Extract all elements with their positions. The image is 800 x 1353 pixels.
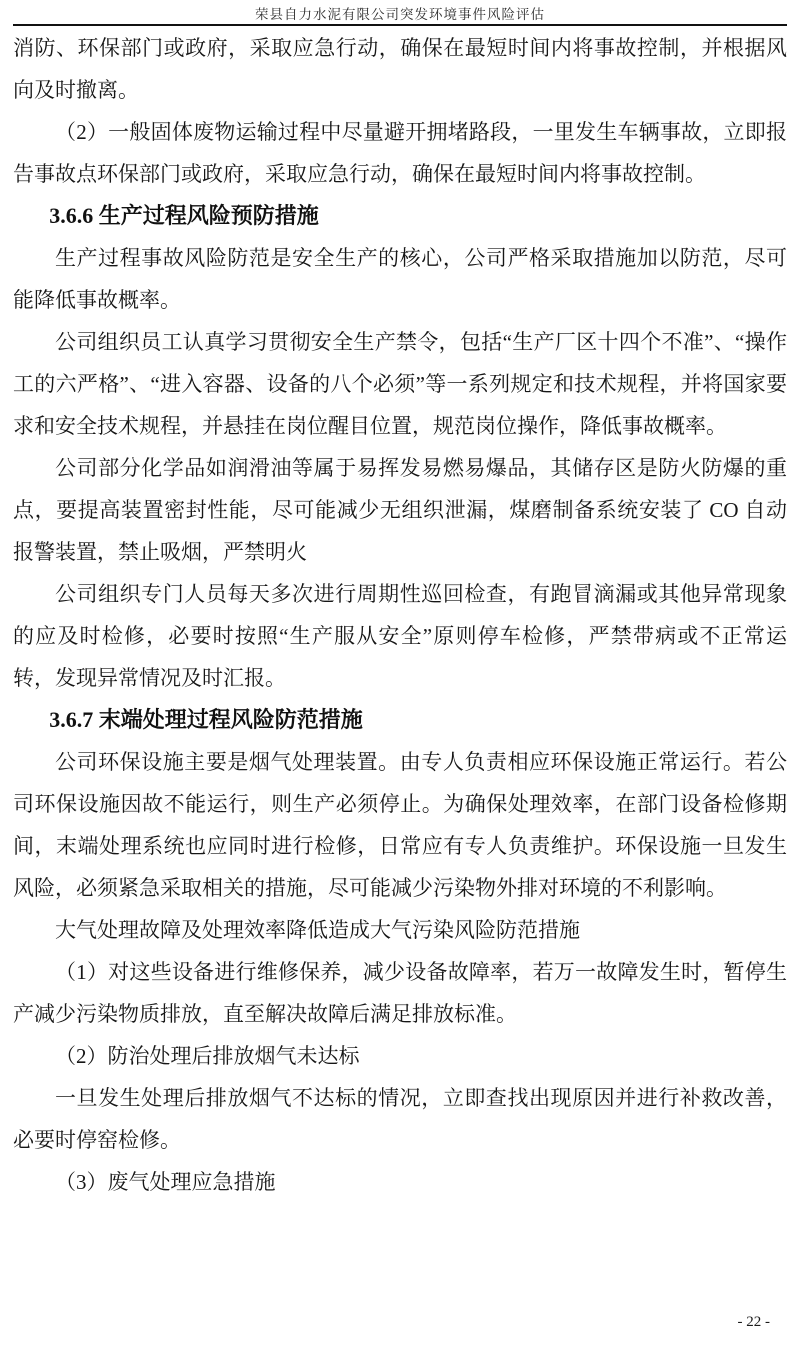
page-number: - 22 - (737, 1314, 770, 1330)
paragraph: 公司部分化学品如润滑油等属于易挥发易燃易爆品，其储存区是防火防爆的重点，要提高装置密封性能，尽可能减少无组织泄漏，煤磨制备系统安装了 CO 自动报警装置，禁止吸烟，严禁明火 (13, 456, 787, 564)
header-title: 荣县自力水泥有限公司突发环境事件风险评估 (255, 7, 545, 22)
paragraph: 大气处理故障及处理效率降低造成大气污染风险防范措施 (55, 918, 580, 942)
document-body (13, 26, 787, 1203)
paragraph: 消防、环保部门或政府，采取应急行动，确保在最短时间内将事故控制，并根据风向及时撤离。 (13, 36, 787, 102)
paragraph: 生产过程事故风险防范是安全生产的核心，公司严格采取措施加以防范，尽可能降低事故概率。 (13, 246, 787, 312)
paragraph: （3）废气处理应急措施 (55, 1170, 276, 1194)
paragraph: 公司组织专门人员每天多次进行周期性巡回检查，有跑冒滴漏或其他异常现象的应及时检修，必要时按照“生产服从安全”原则停车检修，严禁带病或不正常运转，发现异常情况及时汇报。 (13, 582, 787, 690)
paragraph: 公司组织员工认真学习贯彻安全生产禁令，包括“生产厂区十四个不准”、“操作工的六严格”、“进入容器、设备的八个必须”等一系列规定和技术规程，并将国家要求和安全技术规程，并悬挂在岗位醒目位置，规范岗位操作，降低事故概率。 (13, 330, 787, 438)
page-header (13, 0, 787, 26)
paragraph: （2）一般固体废物运输过程中尽量避开拥堵路段，一里发生车辆事故，立即报告事故点环保部门或政府，采取应急行动，确保在最短时间内将事故控制。 (13, 120, 787, 186)
page-footer (738, 1314, 771, 1331)
paragraph: （2）防治处理后排放烟气未达标 (55, 1044, 360, 1068)
section-heading: 3.6.6 生产过程风险预防措施 (49, 203, 319, 228)
paragraph: （1）对这些设备进行维修保养，减少设备故障率，若万一故障发生时，暂停生产减少污染物质排放，直至解决故障后满足排放标准。 (13, 960, 787, 1026)
section-heading: 3.6.7 末端处理过程风险防范措施 (49, 707, 363, 732)
paragraph: 公司环保设施主要是烟气处理装置。由专人负责相应环保设施正常运行。若公司环保设施因故不能运行，则生产必须停止。为确保处理效率，在部门设备检修期间，末端处理系统也应同时进行检修，日常应有专人负责维护。环保设施一旦发生风险，必须紧急采取相关的措施，尽可能减少污染物外排对环境的不利影响。 (13, 750, 787, 900)
paragraph: 一旦发生处理后排放烟气不达标的情况，立即查找出现原因并进行补救改善，必要时停窑检修。 (13, 1086, 787, 1152)
